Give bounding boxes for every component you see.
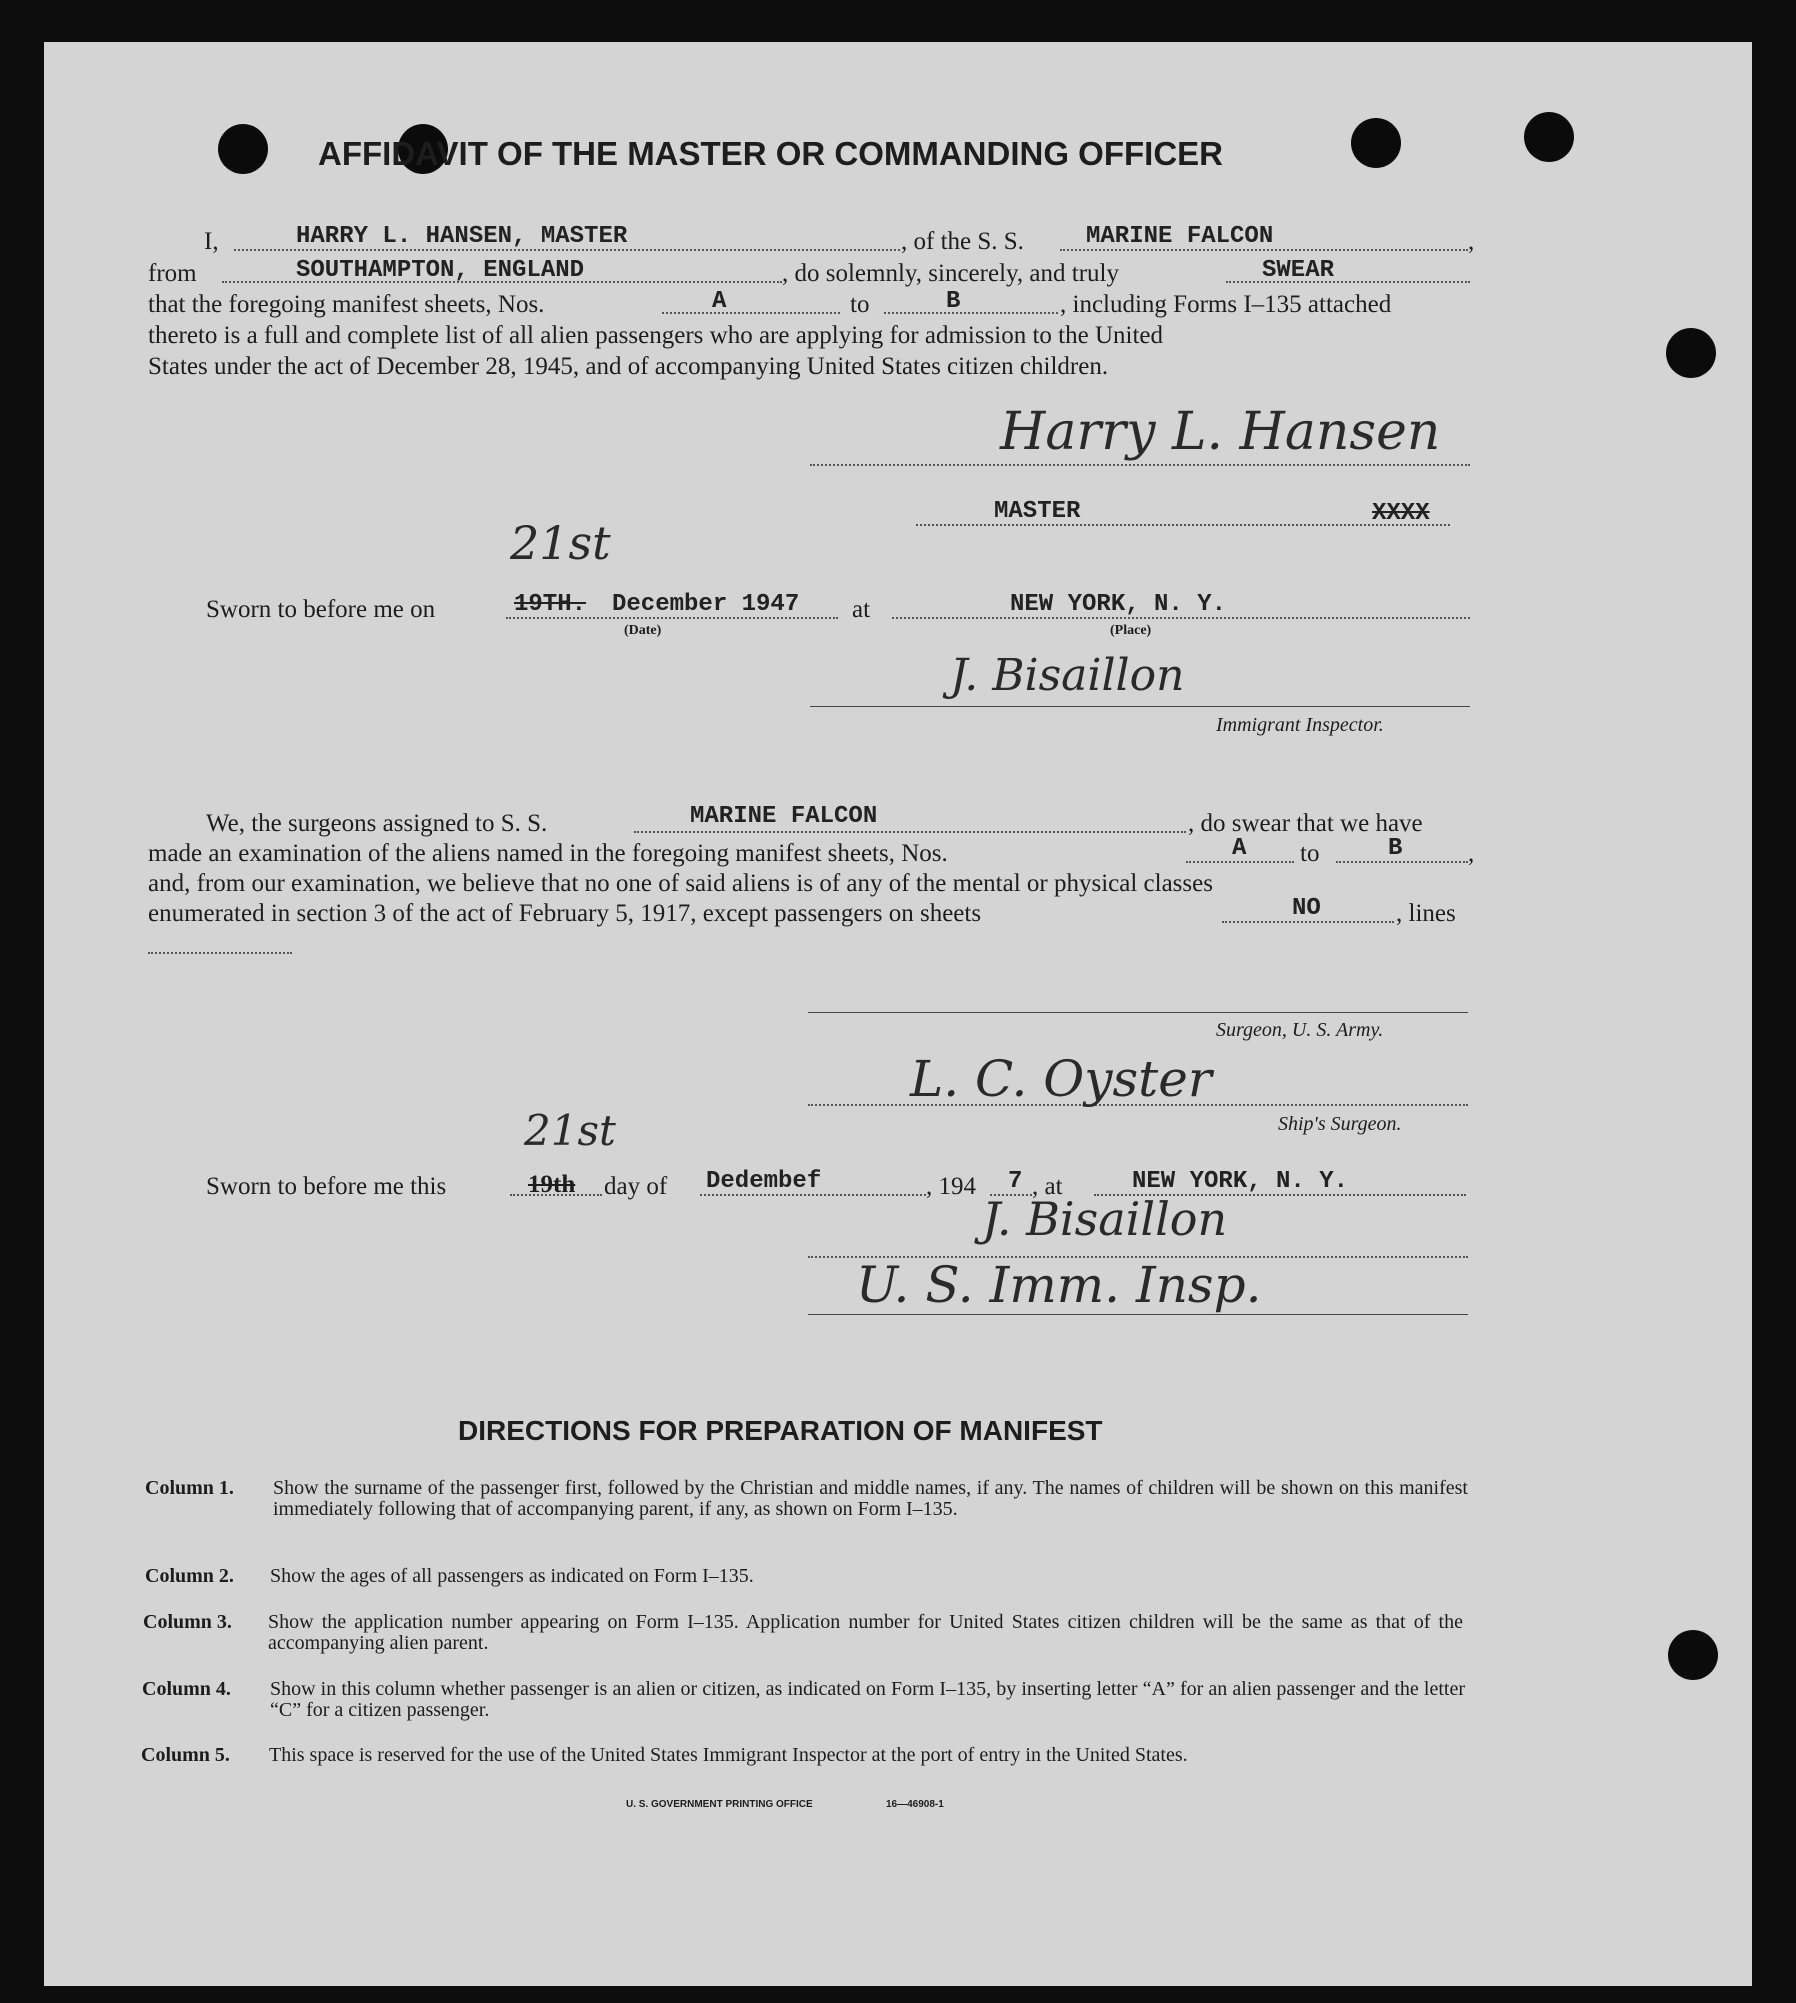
direction-label: Column 1. [145, 1477, 234, 1499]
inspector-2-signature: J. Bisaillon [982, 1192, 1228, 1246]
direction-label: Column 2. [145, 1565, 234, 1587]
sworn-2-place: NEW YORK, N. Y. [1132, 1168, 1349, 1195]
sworn-1-text: Sworn to before me on [206, 596, 436, 623]
sworn-2-text: Sworn to before me this [206, 1173, 447, 1200]
army-surgeon-signature-line [808, 1012, 1468, 1013]
directions-title: DIRECTIONS FOR PREPARATION OF MANIFEST [458, 1415, 1103, 1446]
inspector-2-title-line [808, 1314, 1468, 1315]
army-surgeon-caption: Surgeon, U. S. Army. [1216, 1019, 1384, 1041]
printer-imprint: U. S. GOVERNMENT PRINTING OFFICE [626, 1799, 813, 1810]
comma: , [1468, 228, 1475, 255]
direction-text: Show the ages of all passengers as indicated on Form I–135. [270, 1565, 754, 1587]
punch-hole [1668, 1630, 1718, 1680]
surgeons-enumerated: enumerated in section 3 of the act of February 5, 1917, except passengers on sheets [148, 900, 982, 927]
surgeons-ship-line [634, 831, 1186, 833]
surgeons-line-3: and, from our examination, we believe that no one of said aliens is of any of the mental or physical classes [148, 870, 1213, 897]
direction-text: Show the surname of the passenger first, followed by the Christian and middle names, if any. The names of children will be shown on this manifest immediately following that of accompanying parent, if any, as shown on Form I–135. [273, 1477, 1468, 1520]
master-signature-line [810, 464, 1470, 466]
sworn-1-at: at [852, 596, 871, 623]
from-port: SOUTHAMPTON, ENGLAND [296, 257, 585, 284]
inspector-1-signature: J. Bisaillon [950, 650, 1185, 701]
surgeons-sheets-value: NO [1292, 895, 1321, 922]
sworn-2-day-of: day of [604, 1173, 668, 1200]
form-number: 16—46908-1 [886, 1799, 944, 1810]
word-i: I, [204, 228, 219, 255]
word-of-ss: , of the S. S. [901, 228, 1024, 255]
ship-surgeon-signature: L. C. Oyster [910, 1050, 1212, 1108]
affidavit-title: AFFIDAVIT OF THE MASTER OR COMMANDING OFFICER [318, 135, 1224, 172]
direction-label: Column 3. [143, 1611, 232, 1633]
sworn-2-day-struck: 19th [528, 1171, 576, 1198]
sworn-1-date-correction: 21st [510, 516, 611, 570]
word-to: to [850, 291, 870, 318]
sheet-to: B [946, 288, 961, 315]
word-do-solemnly: , do solemnly, sincerely, and truly [782, 260, 1119, 287]
place-caption: (Place) [1110, 623, 1152, 638]
direction-label: Column 5. [141, 1744, 230, 1766]
sworn-2-day-correction: 21st [524, 1106, 616, 1155]
ship-name: MARINE FALCON [1086, 223, 1274, 250]
punch-hole [1666, 328, 1716, 378]
master-name: HARRY L. HANSEN, MASTER [296, 223, 628, 250]
master-title: MASTER [994, 498, 1081, 525]
surgeons-lines: , lines [1396, 900, 1456, 927]
surgeons-swear: , do swear that we have [1188, 810, 1423, 837]
sheet-from: A [712, 288, 727, 315]
inspector-caption: Immigrant Inspector. [1216, 714, 1384, 736]
word-from: from [148, 260, 197, 287]
surgeons-comma: , [1468, 840, 1475, 867]
sworn-2-month: Dedembef [706, 1168, 822, 1195]
word-including: , including Forms I–135 attached [1060, 291, 1392, 318]
sworn-2-194: , 194 [926, 1173, 976, 1200]
surgeons-to-line [1336, 861, 1468, 863]
sworn-2-at: , at [1032, 1173, 1063, 1200]
affidavit-line-5: States under the act of December 28, 1945, and of accompanying United States citizen children. [148, 353, 1109, 380]
surgeons-lines-blank [148, 952, 292, 954]
sworn-1-place: NEW YORK, N. Y. [1010, 591, 1227, 618]
sheet-to-line [884, 312, 1058, 314]
struck-title: XXXX [1372, 500, 1430, 527]
sworn-2-year-digit: 7 [1008, 1168, 1023, 1195]
direction-label: Column 4. [142, 1678, 231, 1700]
direction-text: Show the application number appearing on Form I–135. Application number for United States citizen children will be the same as that of the accompanying alien parent. [268, 1611, 1463, 1654]
date-caption: (Date) [624, 623, 662, 638]
master-signature: Harry L. Hansen [1000, 402, 1441, 462]
direction-text: Show in this column whether passenger is an alien or citizen, as indicated on Form I–135, by inserting letter “A” for an alien passenger and the letter “C” for a citizen passenger. [270, 1678, 1465, 1721]
affidavit-line-4: thereto is a full and complete list of all alien passengers who are applying for admission to the United [148, 322, 1164, 349]
surgeons-sheet-from: A [1232, 835, 1247, 862]
surgeons-sheet-to: B [1388, 835, 1403, 862]
punch-hole [1524, 112, 1574, 162]
surgeons-ship: MARINE FALCON [690, 803, 878, 830]
punch-hole [1351, 118, 1401, 168]
inspector-2-title-handwritten: U. S. Imm. Insp. [856, 1256, 1262, 1314]
inspector-1-signature-line [810, 706, 1470, 707]
sworn-1-date-rest: December 1947 [612, 591, 800, 618]
surgeons-text-1: We, the surgeons assigned to S. S. [206, 810, 548, 837]
sheet-from-line [662, 312, 840, 314]
word-that: that the foregoing manifest sheets, Nos. [148, 291, 545, 318]
oath-word: SWEAR [1262, 257, 1335, 284]
surgeons-to: to [1300, 840, 1320, 867]
surgeons-made: made an examination of the aliens named in the foregoing manifest sheets, Nos. [148, 840, 948, 867]
sworn-1-date-struck: 19TH. [514, 591, 587, 618]
punch-hole [218, 124, 268, 174]
direction-text: This space is reserved for the use of the United States Immigrant Inspector at the port of entry in the United States. [269, 1744, 1188, 1766]
ship-surgeon-caption: Ship's Surgeon. [1278, 1113, 1402, 1135]
